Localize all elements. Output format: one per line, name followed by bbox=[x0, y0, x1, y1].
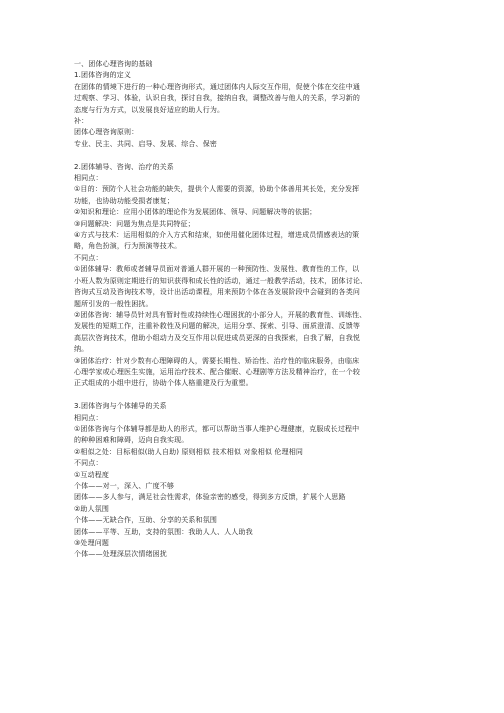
text-line: 题所引发的一般性困扰。 bbox=[74, 299, 153, 308]
text-line: ②相似之处：目标相似(助人自助) 原则相似 技术相似 对象相似 伦理相同 bbox=[74, 447, 304, 456]
text-line: 个体——对一，深入、广度不够 bbox=[74, 482, 175, 490]
blank-line bbox=[74, 150, 434, 161]
text-line: 一、团体心理咨询的基础 bbox=[74, 60, 153, 68]
text-line: 功能，也协助功能受损者康复； bbox=[74, 196, 175, 205]
text-line: 的种种困难和障碍，迈向自我实现。 bbox=[74, 436, 189, 445]
text-line: ③问题解决：问题为焦点是共同特征； bbox=[74, 219, 195, 228]
text-line: 相同点： bbox=[74, 174, 103, 183]
text-line: ①团体咨询与个体辅导都是助人的形式，都可以帮助当事人维护心理健康，克服成长过程中 bbox=[74, 424, 360, 433]
text-line: 3.团体咨询与个体辅导的关系 bbox=[74, 402, 167, 411]
text-line: ③团体治疗：针对少数有心理障碍的人，需要长期性、矫治性、治疗性的临床服务，由临床 bbox=[74, 356, 360, 365]
blank-line bbox=[74, 390, 434, 401]
text-line: 相同点： bbox=[74, 413, 103, 422]
text-line: 正式组成的小组中进行，协助个体人格重建及行为重塑。 bbox=[74, 379, 253, 388]
text-line: 不同点： bbox=[74, 459, 103, 468]
text-line: 略，角色扮演，行为预演等技术。 bbox=[74, 242, 182, 251]
text-line: ④方式与技术：运用相似的介入方式和结束，如使用催化团体过程，增进成员情感表达的策 bbox=[74, 231, 360, 240]
text-line: 个体——处理深层次情绪困扰 bbox=[74, 550, 167, 559]
text-line: 个体——无缺合作，互助、分享的关系和氛围 bbox=[74, 516, 217, 525]
text-line: ②知识和理论：应用小团体的理论作为发展团体、领导、问题解决等的依据； bbox=[74, 208, 317, 217]
text-line: ③处理问题 bbox=[74, 539, 110, 548]
text-line: 小班人数为原则定期进行的知识获得和成长性的活动，通过一般教学活动，技术，团体讨论、 bbox=[74, 276, 368, 285]
text-line: 发展性的短期工作，注重补救性及问题的解决，运用分享、探索、引导、面质澄清、反馈等 bbox=[74, 322, 360, 331]
text-line: ②助人氛围 bbox=[74, 504, 110, 513]
text-line: 咨询式互动及咨询技术等，设计出活动课程，用来预防个体在各发展阶段中会碰到的各类问 bbox=[74, 288, 360, 297]
text-line: 2.团体辅导、咨询、治疗的关系 bbox=[74, 162, 174, 171]
document-body bbox=[74, 59, 434, 561]
text-line: 过观察、学习、体验，认识自我，探讨自我，接纳自我，调整改善与他人的关系，学习新的 bbox=[74, 94, 360, 103]
text-line: 1.团体咨询的定义 bbox=[74, 71, 132, 80]
text-line: 专业、民主、共同、启导、发展、综合、保密 bbox=[74, 139, 217, 148]
text-line: ①团体辅导：教师或者辅导员面对普通人群开展的一种预防性、发展性、教育性的工作，以 bbox=[74, 265, 360, 274]
text-line: ①互动程度 bbox=[74, 470, 110, 479]
text-line: 团体心理咨询原则： bbox=[74, 128, 139, 137]
text-line: ①目的：预防个人社会功能的缺失，提供个人需要的资源，协助个体善用其长处，充分发挥 bbox=[74, 185, 360, 194]
text-line: 纳。 bbox=[74, 345, 89, 354]
text-line: 高层次咨询技术，借助小组动力及交互作用以促进成员更深的自我探索，自我了解，自我悦 bbox=[74, 333, 360, 342]
text-line: 心理学家或心理医生实施，运用治疗技术、配合催眠、心理剧等方法及精神治疗，在一个较 bbox=[74, 367, 360, 376]
text-line: 态度与行为方式，以发展良好适应的助人行为。 bbox=[74, 105, 225, 114]
text-line: 在团体的情境下进行的一种心理咨询形式，通过团体内人际交互作用，促使个体在交往中通 bbox=[74, 82, 360, 91]
text-line: 补： bbox=[74, 117, 89, 126]
text-line: 团体——多人参与，满足社会性需求，体验亲密的感受，得到多方反馈，扩展个人思路 bbox=[74, 493, 346, 502]
text-line: 团体——平等、互助，支持的氛围：我助人人、人人助我 bbox=[74, 527, 253, 536]
text-line: ②团体咨询：辅导员针对具有暂时性或持续性心理困扰的小部分人，开展的教育性、训练性、 bbox=[74, 310, 367, 319]
text-line: 不同点： bbox=[74, 253, 103, 262]
